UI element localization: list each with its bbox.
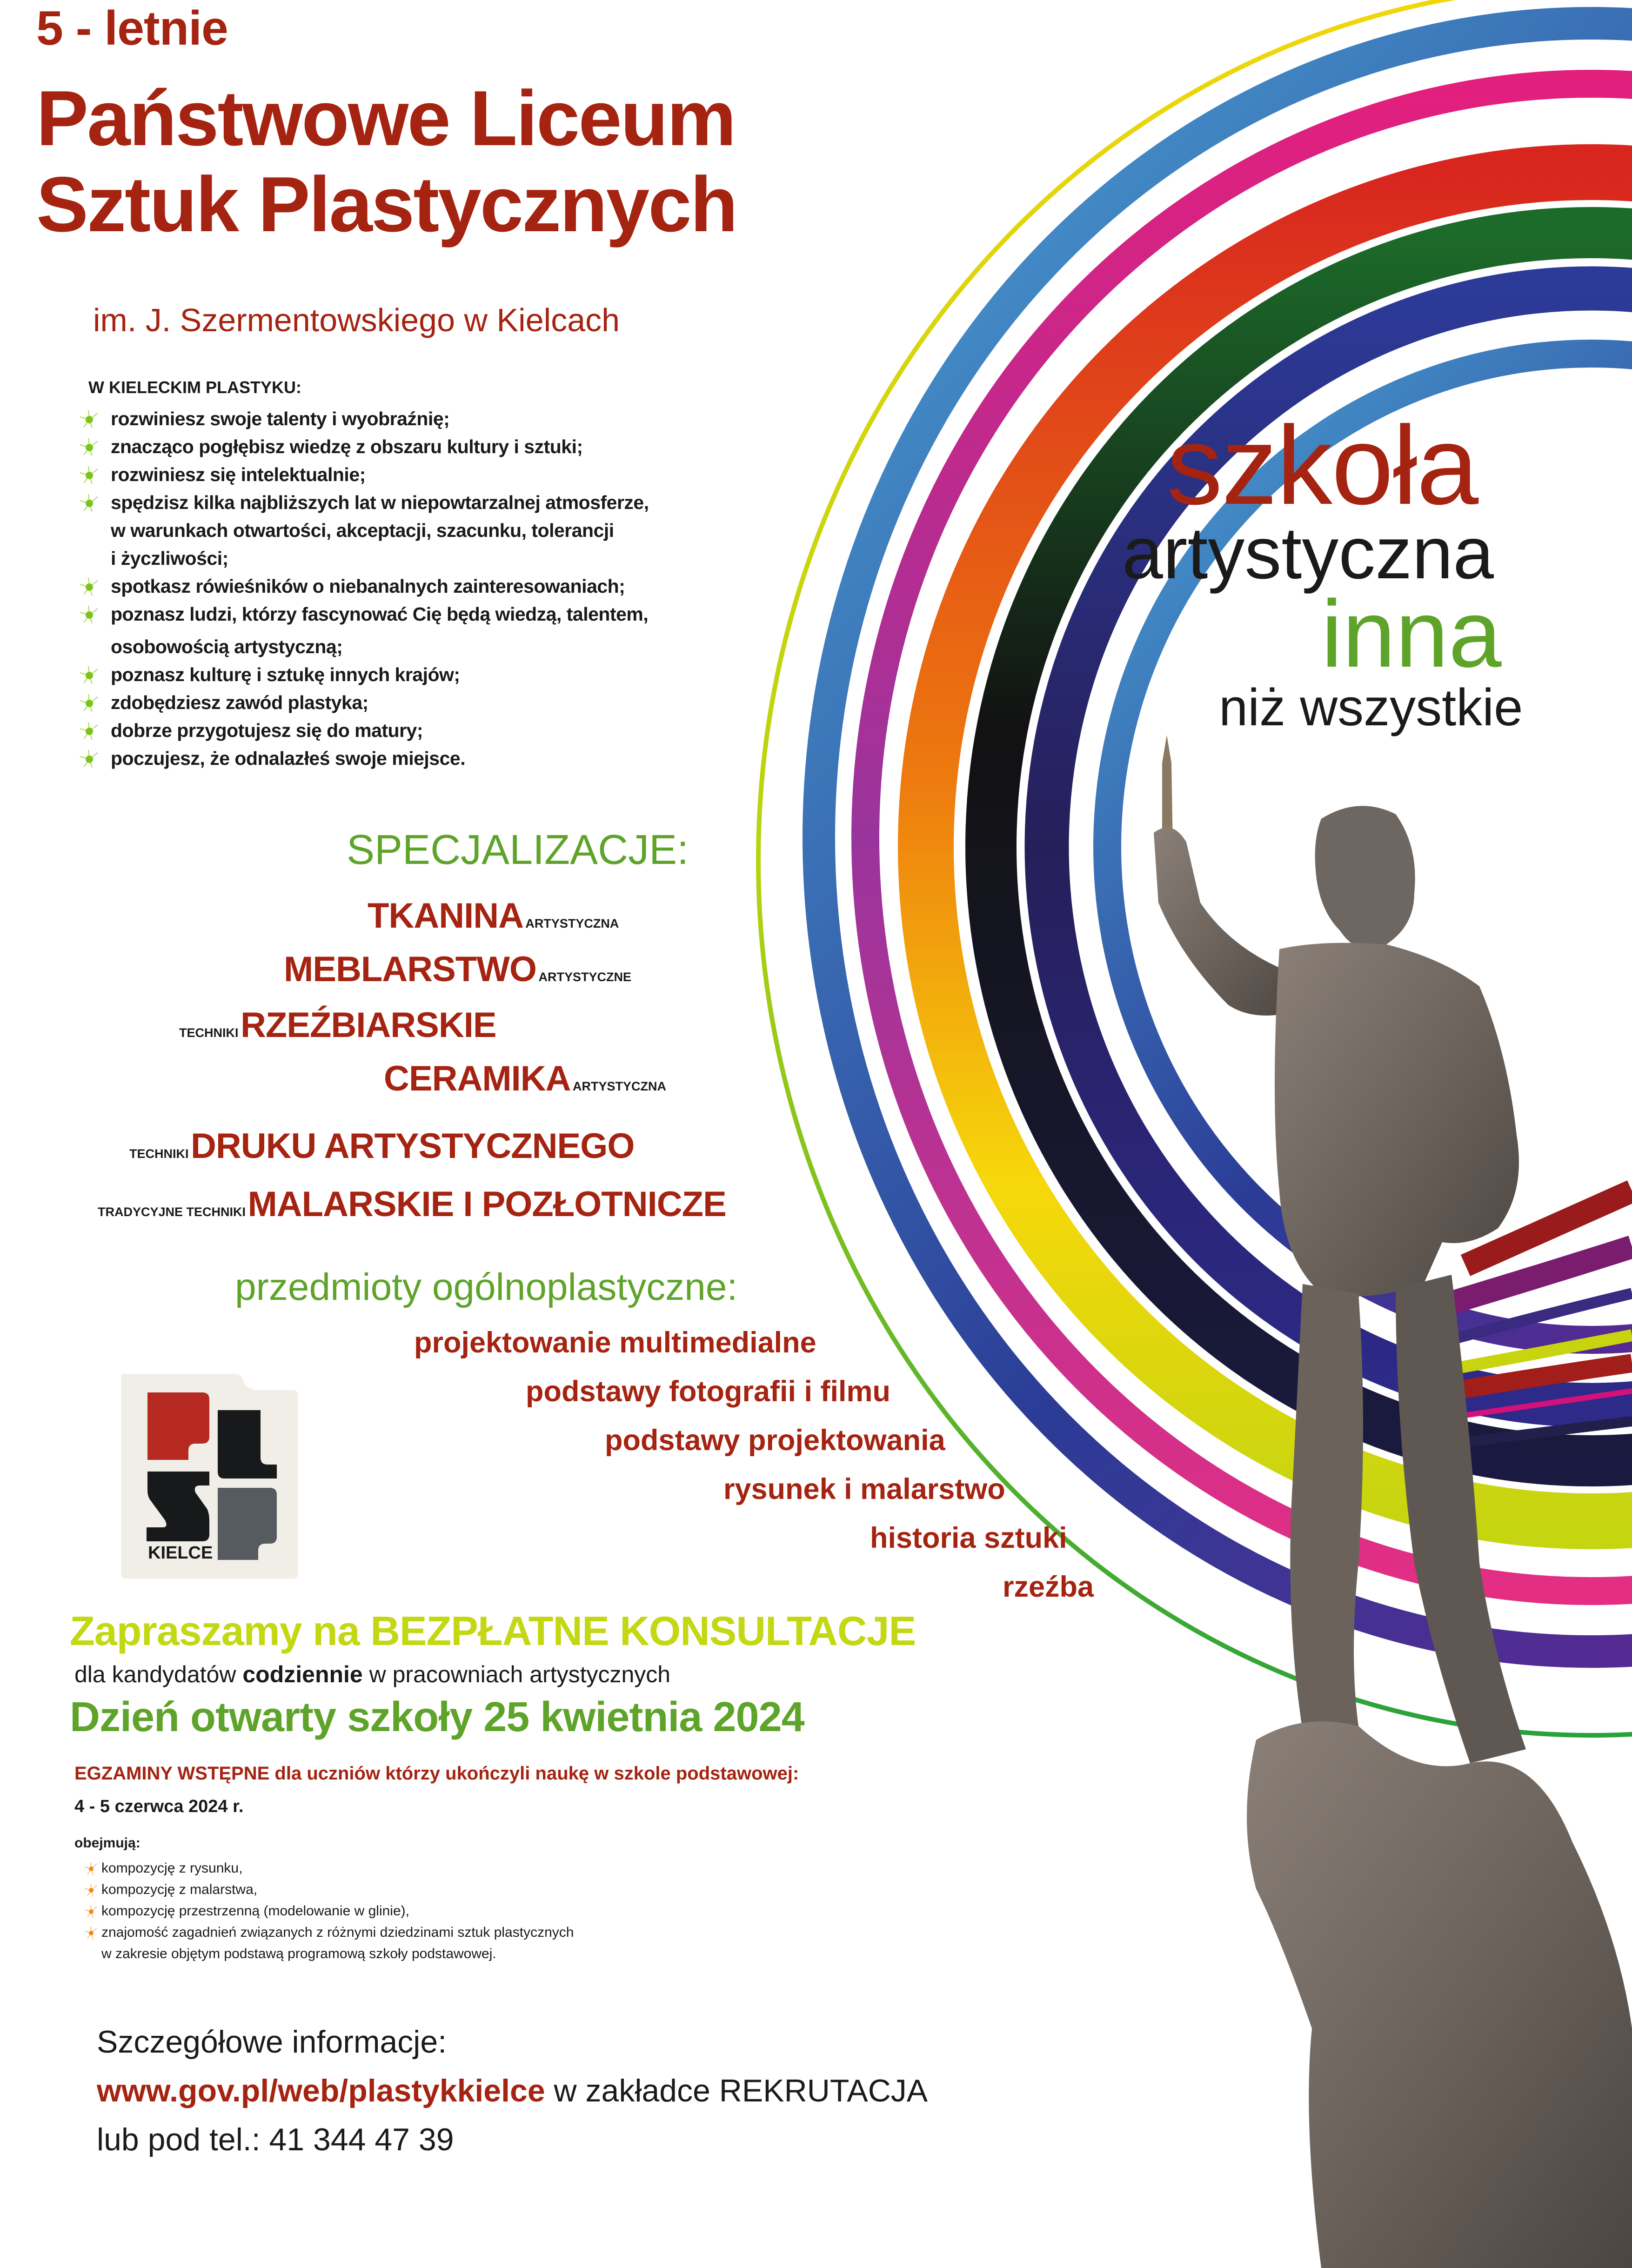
- subject-item: rysunek i malarstwo: [723, 1473, 1005, 1505]
- slogan-line-1: szkoła: [1167, 403, 1478, 528]
- green-splash-icon: [79, 722, 100, 741]
- specialization-suffix: ARTYSTYCZNE: [538, 970, 632, 984]
- specialization-suffix: ARTYSTYCZNA: [525, 917, 619, 930]
- benefit-text: spędzisz kilka najbliższych lat w niepowtarzalnej atmosferze,: [111, 492, 649, 513]
- specialization-prefix: TRADYCYJNE TECHNIKI: [98, 1205, 246, 1219]
- subject-item: podstawy fotografii i filmu: [526, 1375, 890, 1408]
- orange-splash-icon: [85, 1927, 98, 1940]
- list-item: [74, 433, 726, 461]
- exam-date: 4 - 5 czerwca 2024 r.: [74, 1797, 244, 1816]
- benefits-list: [74, 405, 726, 772]
- phone-line: lub pod tel.: 41 344 47 39: [97, 2122, 454, 2157]
- slogan-line-2: artystyczna: [1122, 512, 1494, 594]
- school-name-line2: Sztuk Plastycznych: [36, 161, 737, 248]
- benefit-text-continued: w warunkach otwartości, akceptacji, szacunku, tolerancji: [111, 520, 614, 541]
- specialization-item: [384, 1058, 666, 1099]
- details-label: Szczegółowe informacje:: [97, 2024, 447, 2060]
- benefit-text: rozwiniesz swoje talenty i wyobraźnię;: [111, 408, 450, 429]
- green-splash-icon: [79, 466, 100, 485]
- exam-includes-label: obejmują:: [74, 1835, 140, 1851]
- green-splash-icon: [79, 666, 100, 685]
- general-subjects-title: przedmioty ogólnoplastyczne:: [235, 1266, 738, 1308]
- orange-splash-icon: [85, 1905, 98, 1918]
- benefit-text: poznasz kulturę i sztukę innych krajów;: [111, 664, 460, 685]
- list-item: kompozycję z malarstwa,: [84, 1879, 574, 1900]
- specialization-name: DRUKU ARTYSTYCZNEGO: [190, 1126, 635, 1166]
- orange-splash-icon: [85, 1884, 98, 1897]
- specialization-name: CERAMIKA: [384, 1059, 571, 1098]
- website-line: www.gov.pl/web/plastykkielce w zakładce REKRUTACJA: [97, 2073, 928, 2108]
- green-splash-icon: [79, 750, 100, 769]
- specialization-name: MALARSKIE I POZŁOTNICZE: [247, 1184, 726, 1224]
- specialization-item: [98, 1184, 726, 1224]
- school-name-line1: Państwowe Liceum: [36, 74, 735, 162]
- open-day-announcement: Dzień otwarty szkoły 25 kwietnia 2024: [70, 1694, 804, 1740]
- benefit-text: poznasz ludzi, którzy fascynować Cię będą wiedzą, talentem,: [111, 603, 649, 625]
- benefit-text: dobrze przygotujesz się do matury;: [111, 720, 423, 741]
- orange-splash-icon: [85, 1862, 98, 1875]
- specialization-item: [284, 949, 631, 990]
- list-item: [74, 716, 726, 744]
- logo-kielce-text: KIELCE: [148, 1543, 213, 1563]
- exam-components-list: [84, 1858, 574, 1965]
- list-item: [74, 405, 726, 433]
- specialization-name: RZEŹBIARSKIE: [240, 1005, 496, 1045]
- specialization-item: [179, 1005, 496, 1045]
- specialization-name: TKANINA: [368, 896, 523, 936]
- specialization-prefix: TECHNIKI: [179, 1026, 239, 1040]
- school-type-label: 5 - letnie: [36, 1, 228, 55]
- specialization-item: [129, 1126, 634, 1166]
- benefit-text-continued: osobowością artystyczną;: [111, 636, 343, 657]
- list-item: [74, 600, 726, 661]
- subject-item: projektowanie multimedialne: [414, 1326, 816, 1359]
- subject-item: historia sztuki: [870, 1522, 1067, 1554]
- green-splash-icon: [79, 410, 100, 429]
- entrance-exam-title: EGZAMINY WSTĘPNE dla uczniów którzy ukończyli naukę w szkole podstawowej:: [74, 1763, 799, 1784]
- green-splash-icon: [79, 606, 100, 624]
- subject-item: rzeźba: [1003, 1571, 1094, 1603]
- slogan-line-3: inna: [1321, 581, 1502, 687]
- benefits-title: W KIELECKIM PLASTYKU:: [88, 378, 301, 397]
- benefit-text: spotkasz rówieśników o niebanalnych zainteresowaniach;: [111, 575, 625, 597]
- list-item: [74, 572, 726, 600]
- green-splash-icon: [79, 694, 100, 713]
- subject-item: podstawy projektowania: [605, 1424, 945, 1457]
- benefit-text: rozwiniesz się intelektualnie;: [111, 464, 366, 485]
- green-splash-icon: [79, 494, 100, 513]
- specialization-item: [368, 896, 619, 936]
- list-item: [74, 661, 726, 689]
- benefit-text: zdobędziesz zawód plastyka;: [111, 692, 368, 713]
- free-consultations-headline: Zapraszamy na BEZPŁATNE KONSULTACJE: [70, 1608, 916, 1654]
- list-item: kompozycję przestrzenną (modelowanie w glinie),: [84, 1900, 574, 1922]
- benefit-text: poczujesz, że odnalazłeś swoje miejsce.: [111, 748, 466, 769]
- benefit-text: znacząco pogłębisz wiedzę z obszaru kultury i sztuki;: [111, 436, 583, 457]
- specialization-name: MEBLARSTWO: [284, 950, 537, 989]
- list-item: [74, 461, 726, 488]
- green-splash-icon: [79, 438, 100, 457]
- specialization-suffix: ARTYSTYCZNA: [573, 1079, 666, 1093]
- school-patron: im. J. Szermentowskiego w Kielcach: [93, 302, 620, 338]
- list-item: [74, 488, 726, 572]
- consultations-frequency: codziennie: [242, 1661, 363, 1687]
- website-link[interactable]: www.gov.pl/web/plastykkielce: [97, 2073, 545, 2108]
- benefit-text-continued: i życzliwości;: [111, 548, 228, 569]
- statue-image: [1061, 726, 1632, 2268]
- school-logo: [116, 1374, 302, 1581]
- green-splash-icon: [79, 578, 100, 596]
- slogan-line-4: niż wszystkie: [1219, 678, 1523, 736]
- list-item: znajomość zagadnień związanych z różnymi dziedzinami sztuk plastycznych w zakresie objętym podstawą programową szkoły podstawowej.: [84, 1922, 574, 1965]
- list-item: [74, 744, 726, 772]
- specializations-title: SPECJALIZACJE:: [347, 827, 689, 873]
- consultations-details: dla kandydatów codziennie w pracowniach artystycznych: [74, 1661, 671, 1687]
- list-item: [74, 689, 726, 716]
- list-item: kompozycję z rysunku,: [84, 1858, 574, 1879]
- specialization-prefix: TECHNIKI: [129, 1147, 189, 1161]
